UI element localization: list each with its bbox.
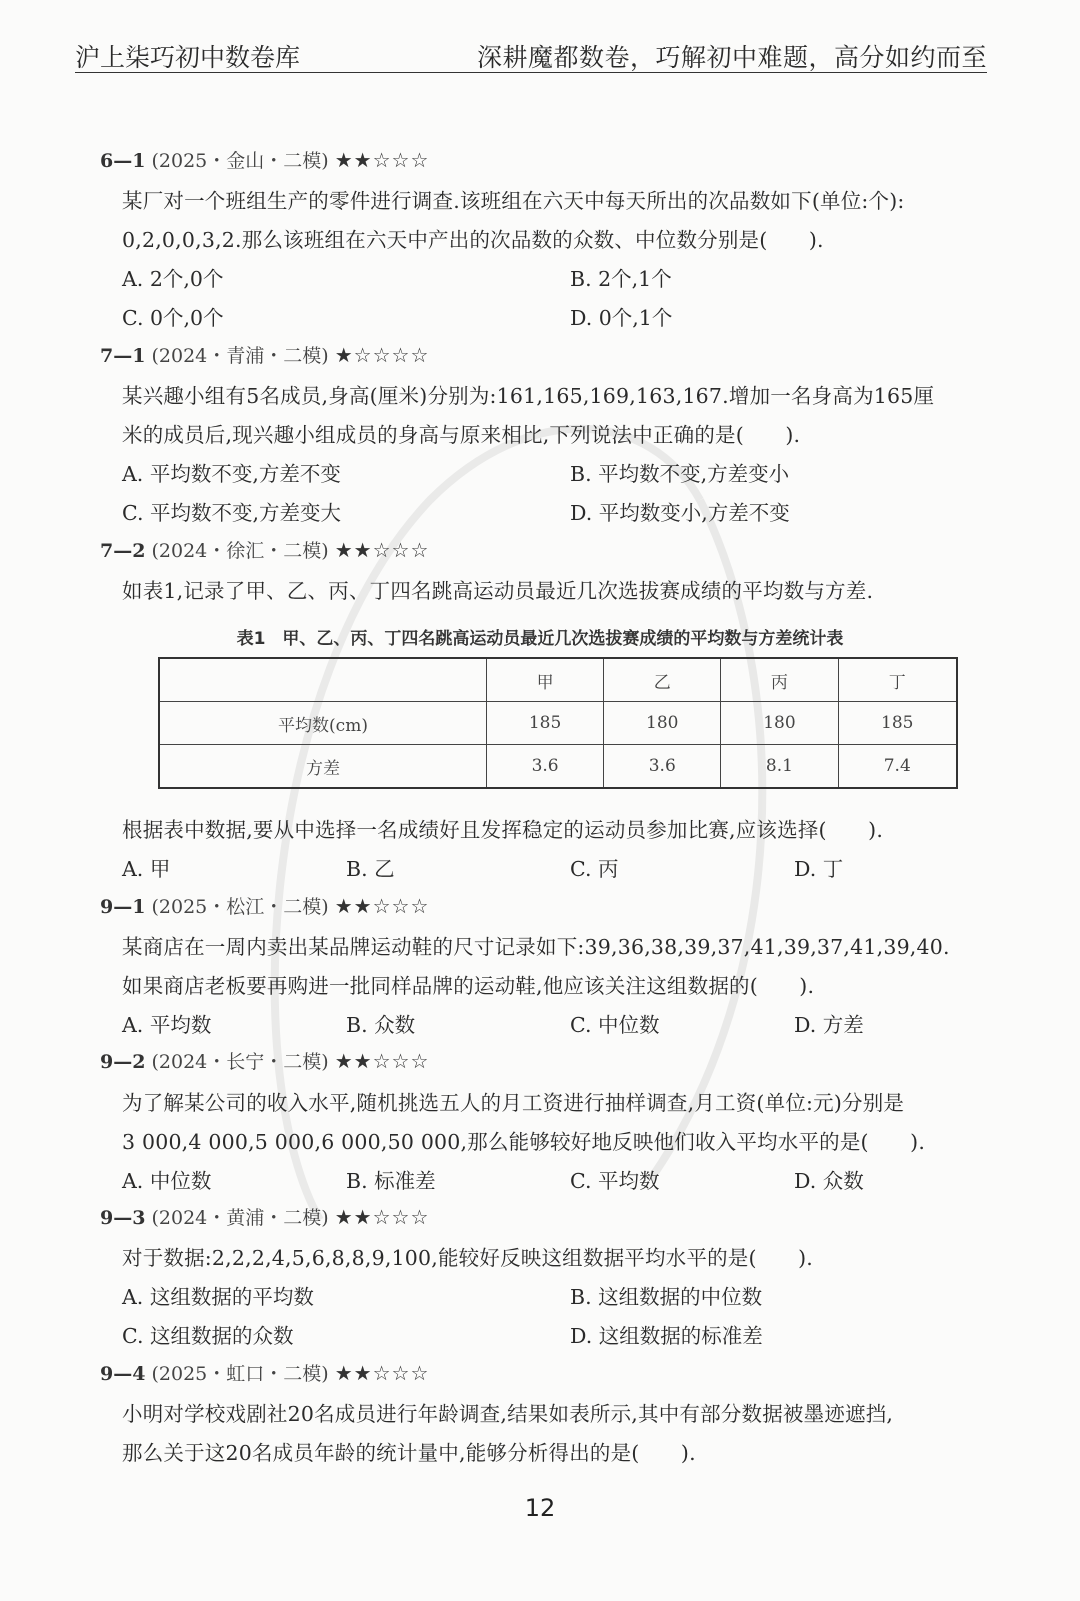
table-cell: 丁 (838, 658, 957, 702)
table-cell (159, 658, 487, 702)
question-text: 那么关于这20名成员年龄的统计量中,能够分析得出的是( ). (122, 1441, 696, 1465)
question-source: (2024・长宁・二模) (151, 1051, 329, 1073)
difficulty-stars: ★☆☆☆☆ (334, 343, 430, 367)
question-source: (2024・徐汇・二模) (151, 540, 329, 562)
table-cell: 185 (838, 702, 957, 745)
table-cell: 3.6 (604, 745, 721, 789)
table-cell: 185 (487, 702, 604, 745)
option-b: B. 这组数据的中位数 (570, 1285, 763, 1309)
question-text: 3 000,4 000,5 000,6 000,50 000,那么能够较好地反映他们收入平均水平的是( ). (122, 1130, 926, 1154)
option-c: C. 平均数不变,方差变大 (122, 501, 342, 525)
question-number: 9—1 (100, 896, 146, 918)
option-b: B. 平均数不变,方差变小 (570, 462, 790, 486)
question-header (100, 341, 429, 368)
stats-table (158, 657, 958, 789)
difficulty-stars: ★★☆☆☆ (334, 538, 430, 562)
option-d: D. 众数 (794, 1169, 864, 1193)
table-cell: 7.4 (838, 745, 957, 789)
question-text: 米的成员后,现兴趣小组成员的身高与原来相比,下列说法中正确的是( ). (122, 423, 801, 447)
question-source: (2025・金山・二模) (151, 150, 329, 172)
option-d: D. 0个,1个 (570, 306, 673, 330)
question-source: (2025・虹口・二模) (151, 1363, 329, 1385)
table-row (159, 702, 957, 745)
question-header (100, 1203, 429, 1230)
question-header (100, 1047, 429, 1074)
table-cell: 乙 (604, 658, 721, 702)
question-text: 根据表中数据,要从中选择一名成绩好且发挥稳定的运动员参加比赛,应该选择( ). (122, 818, 884, 842)
table-cell: 丙 (721, 658, 838, 702)
option-b: B. 2个,1个 (570, 267, 672, 291)
question-header (100, 146, 429, 173)
question-source: (2025・松江・二模) (151, 896, 329, 918)
question-text: 如果商店老板要再购进一批同样品牌的运动鞋,他应该关注这组数据的( ). (122, 974, 815, 998)
option-b: B. 标准差 (346, 1169, 436, 1193)
option-a: A. 这组数据的平均数 (122, 1285, 314, 1309)
option-c: C. 平均数 (570, 1169, 660, 1193)
question-text: 0,2,0,0,3,2.那么该班组在六天中产出的次品数的众数、中位数分别是( ). (122, 228, 824, 252)
option-b: B. 众数 (346, 1013, 416, 1037)
question-header (100, 536, 429, 563)
option-d: D. 这组数据的标准差 (570, 1324, 763, 1348)
question-number: 9—4 (100, 1363, 146, 1385)
header-left-title: 沪上柒巧初中数卷库 (75, 43, 301, 72)
question-number: 7—2 (100, 540, 146, 562)
question-number: 7—1 (100, 345, 146, 367)
option-a: A. 平均数 (122, 1013, 212, 1037)
option-d: D. 方差 (794, 1013, 864, 1037)
question-number: 9—3 (100, 1207, 146, 1229)
question-source: (2024・黄浦・二模) (151, 1207, 329, 1229)
option-c: C. 这组数据的众数 (122, 1324, 294, 1348)
table-cell: 3.6 (487, 745, 604, 789)
table-cell: 甲 (487, 658, 604, 702)
question-source: (2024・青浦・二模) (151, 345, 329, 367)
table-cell: 平均数(cm) (159, 702, 487, 745)
option-c: C. 丙 (570, 857, 619, 881)
table-header-row (159, 658, 957, 702)
option-a: A. 2个,0个 (122, 267, 224, 291)
option-b: B. 乙 (346, 857, 395, 881)
table-cell: 180 (604, 702, 721, 745)
table-cell: 8.1 (721, 745, 838, 789)
difficulty-stars: ★★☆☆☆ (334, 1049, 430, 1073)
question-number: 9—2 (100, 1051, 146, 1073)
question-number: 6—1 (100, 150, 146, 172)
question-header (100, 1359, 429, 1386)
option-d: D. 丁 (794, 857, 844, 881)
table-cell: 方差 (159, 745, 487, 789)
option-c: C. 中位数 (570, 1013, 660, 1037)
difficulty-stars: ★★☆☆☆ (334, 148, 430, 172)
difficulty-stars: ★★☆☆☆ (334, 894, 430, 918)
option-d: D. 平均数变小,方差不变 (570, 501, 790, 525)
option-a: A. 甲 (122, 857, 171, 881)
page-number: 12 (524, 1494, 556, 1522)
table-caption: 表1 甲、乙、丙、丁四名跳高运动员最近几次选拔赛成绩的平均数与方差统计表 (236, 629, 844, 649)
option-a: A. 中位数 (122, 1169, 212, 1193)
question-text: 某厂对一个班组生产的零件进行调查.该班组在六天中每天所出的次品数如下(单位:个): (122, 189, 905, 213)
header-right-slogan: 深耕魔都数卷，巧解初中难题，高分如约而至 (476, 43, 987, 72)
question-text: 对于数据:2,2,2,4,5,6,8,8,9,100,能较好反映这组数据平均水平的是( ). (122, 1246, 813, 1270)
table-row (159, 745, 957, 789)
question-text: 如表1,记录了甲、乙、丙、丁四名跳高运动员最近几次选拔赛成绩的平均数与方差. (122, 579, 874, 603)
table-cell: 180 (721, 702, 838, 745)
option-c: C. 0个,0个 (122, 306, 224, 330)
question-header (100, 892, 429, 919)
question-text: 小明对学校戏剧社20名成员进行年龄调查,结果如表所示,其中有部分数据被墨迹遮挡, (122, 1402, 894, 1426)
question-text: 某兴趣小组有5名成员,身高(厘米)分别为:161,165,169,163,167.增加一名身高为165厘 (122, 384, 935, 408)
difficulty-stars: ★★☆☆☆ (334, 1205, 430, 1229)
difficulty-stars: ★★☆☆☆ (334, 1361, 430, 1385)
question-text: 为了解某公司的收入水平,随机挑选五人的月工资进行抽样调查,月工资(单位:元)分别是 (122, 1091, 905, 1115)
option-a: A. 平均数不变,方差不变 (122, 462, 341, 486)
question-text: 某商店在一周内卖出某品牌运动鞋的尺寸记录如下:39,36,38,39,37,41,39,37,41,39,40. (122, 935, 950, 959)
